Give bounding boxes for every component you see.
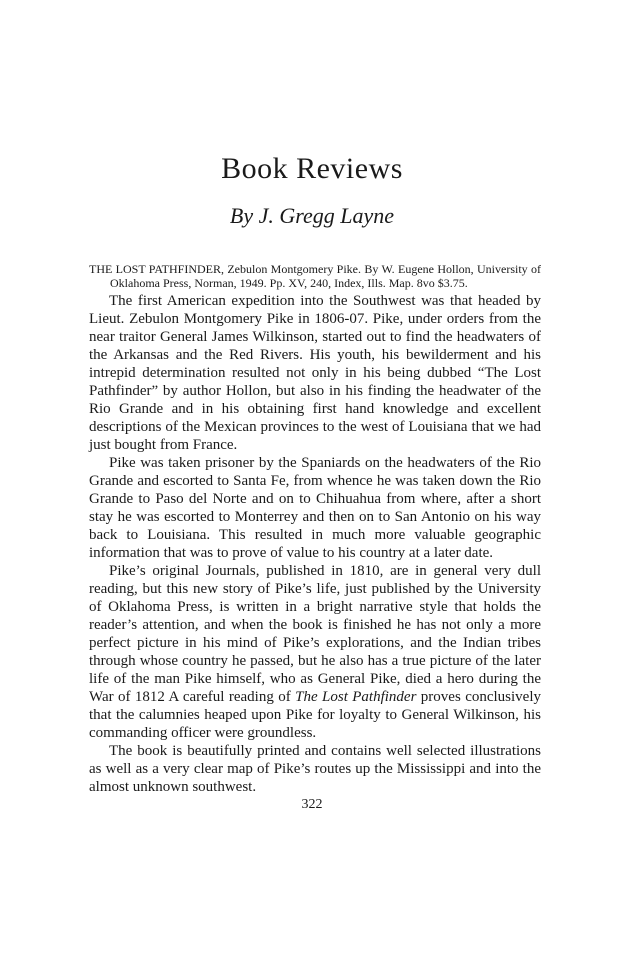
review-paragraph-3 bbox=[89, 562, 541, 742]
paragraph-text: Pike’s original Journals, published in 1810, are in general very dull reading, but this new story of Pike’s life, just published by the University of Oklahoma Press, is written in a bright narrative style that holds the reader’s attention, and when the book is finished he has not only a more perfect picture in his mind of Pike’s explorations, and the Indian tribes through whose country he passed, but he also has a true picture of the later life of the man Pike himself, who as General Pike, died a hero during the War of 1812 A careful reading of bbox=[89, 563, 541, 705]
book-citation: THE LOST PATHFINDER, Zebulon Montgomery Pike. By W. Eugene Hollon, University of Oklahoma Press, Norman, 1949. Pp. XV, 240, Index, Ills. Map. 8vo $3.75. bbox=[89, 262, 541, 290]
book-review bbox=[89, 263, 541, 796]
review-paragraph-4: The book is beautifully printed and contains well selected illustrations as well as a very clear map of Pike’s routes up the Mississippi and into the almost unknown southwest. bbox=[89, 743, 541, 795]
review-paragraph-1: The first American expedition into the Southwest was that headed by Lieut. Zebulon Montgomery Pike in 1806-07. Pike, under orders from the near traitor General James Wilkinson, started out to find the headwaters of the Arkansas and the Red Rivers. His youth, his bewilderment and his intrepid determination resulted not only in his being dubbed “The Lost Pathfinder” by author Hollon, but also in his finding the headwater of the Rio Grande and in his obtaining first hand knowledge and excellent descriptions of the Mexican provinces to the west of Louisiana that we had just bought from France. bbox=[89, 293, 541, 453]
author-byline: By J. Gregg Layne bbox=[229, 203, 395, 228]
book-title-italic: The Lost Pathfinder bbox=[295, 689, 417, 705]
page-number: 322 bbox=[301, 797, 323, 812]
review-paragraph-2: Pike was taken prisoner by the Spaniards on the headwaters of the Rio Grande and escorted to Santa Fe, from whence he was taken down the Rio Grande to Paso del Norte and on to Chihuahua from where, after a short stay he was escorted to Monterrey and then on to San Antonio on his way back to Louisiana. This resulted in much more valuable geographic information that was to prove of value to his country at a later date. bbox=[89, 455, 541, 561]
section-title: Book Reviews bbox=[221, 152, 403, 185]
paragraph-text: proves conclusively that the calumnies heaped upon Pike for loyalty to General Wilkinson, his commanding officer were groundless. bbox=[89, 689, 542, 741]
